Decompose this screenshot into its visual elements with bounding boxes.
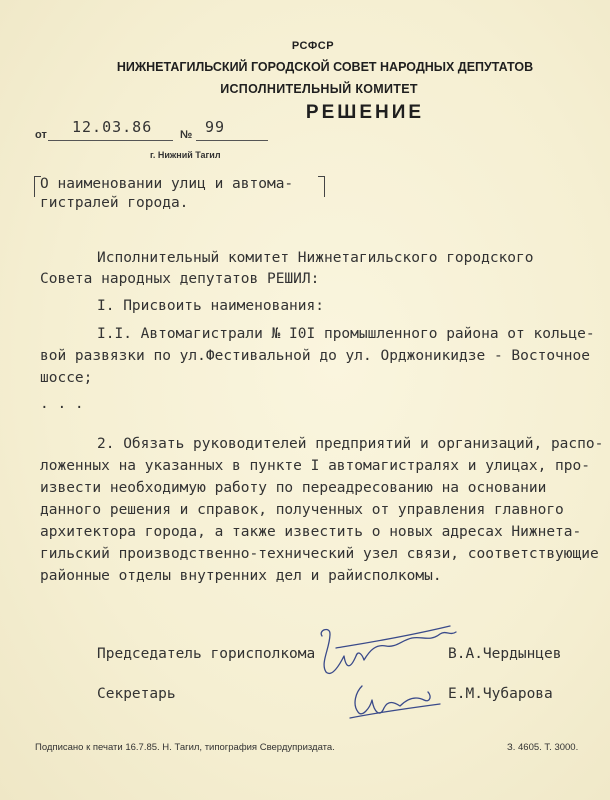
secretary-name: Е.М.Чубарова xyxy=(448,686,553,702)
secretary-signature-stroke xyxy=(355,686,430,714)
chair-title: Председатель горисполкома xyxy=(97,646,316,662)
handwritten-signatures xyxy=(300,608,470,733)
item-2-line-c: извести необходимую работу по переадресованию на основании xyxy=(40,480,547,496)
date-underline xyxy=(48,140,173,141)
secretary-signature-underline xyxy=(350,704,440,718)
chair-name: В.А.Чердынцев xyxy=(448,646,562,662)
subject-bracket-right xyxy=(318,176,325,197)
item-1-1-line-c: шоссе; xyxy=(40,370,93,386)
subject-line-1: О наименовании улиц и автома- xyxy=(40,176,294,192)
executive-header: ИСПОЛНИТЕЛЬНЫЙ КОМИТЕТ xyxy=(220,82,418,96)
omission-ellipsis: . . . xyxy=(40,396,84,412)
item-1-heading: I. Присвоить наименования: xyxy=(97,298,324,314)
item-2-line-d: данного решения и справок, полученных от управления главного xyxy=(40,502,564,518)
item-1-1-line-b: вой развязки по ул.Фестивальной до ул. Орджоникидзе - Восточное xyxy=(40,348,590,364)
item-2-line-b: ложенных на указанных в пункте I автомагистралях и улицах, про- xyxy=(40,458,590,474)
subject-line-2: гистралей города. xyxy=(40,195,189,211)
date-label: от xyxy=(35,129,47,141)
chair-signature-flourish xyxy=(336,626,450,648)
item-2-line-g: районные отделы внутренних дел и райисполкомы. xyxy=(40,568,442,584)
intro-line-2: Совета народных депутатов РЕШИЛ: xyxy=(40,271,320,287)
chair-signature-stroke xyxy=(321,630,456,674)
number-underline xyxy=(196,140,268,141)
secretary-title: Секретарь xyxy=(97,686,176,702)
item-2-line-f: гильский производственно-технический узел связи, соответствующие xyxy=(40,546,599,562)
item-2-line-e: архитектора города, а также известить о новых адресах Нижнета- xyxy=(40,524,582,540)
order-info: З. 4605. Т. 3000. xyxy=(507,742,579,753)
intro-line-1: Исполнительный комитет Нижнетагильского городского xyxy=(97,250,534,266)
state-header: РСФСР xyxy=(291,40,335,52)
city-label: г. Нижний Тагил xyxy=(150,150,221,160)
council-header: НИЖНЕТАГИЛЬСКИЙ ГОРОДСКОЙ СОВЕТ НАРОДНЫХ ДЕПУТАТОВ xyxy=(116,60,534,74)
item-1-1-line-a: I.I. Автомагистрали № I0I промышленного района от кольце- xyxy=(97,326,595,342)
number-label: № xyxy=(180,129,193,141)
print-info: Подписано к печати 16.7.85. Н. Тагил, типография Свердуприздата. xyxy=(35,742,335,753)
decision-date: 12.03.86 xyxy=(72,118,153,136)
item-2-line-a: 2. Обязать руководителей предприятий и организаций, распо- xyxy=(97,436,604,452)
document-type-title: РЕШЕНИЕ xyxy=(305,102,425,123)
decision-number: 99 xyxy=(205,118,226,136)
